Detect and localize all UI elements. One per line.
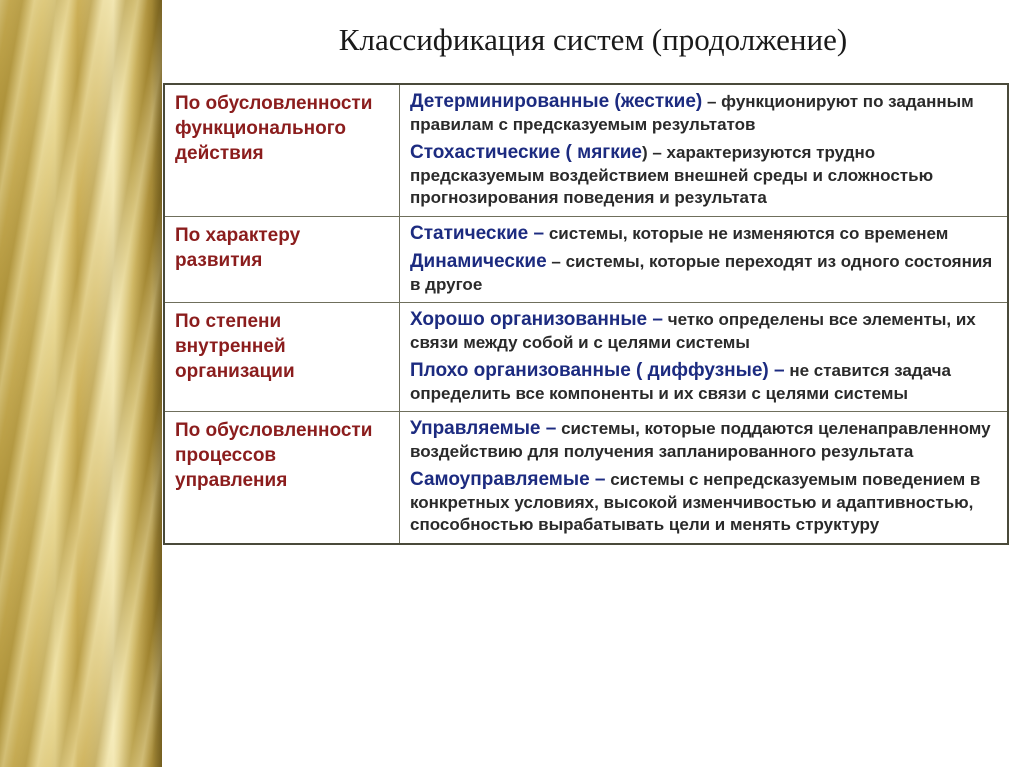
system-type-term: Плохо организованные ( диффузные) – [410, 360, 785, 381]
criterion-cell: По степени внутренней организации [164, 303, 400, 412]
list-item [410, 251, 997, 296]
table-row [164, 84, 1008, 216]
system-type-term: Стохастические ( мягкие [410, 142, 642, 163]
system-type-description: ) – характеризуются трудно предсказуемым воздействием внешней среды и сложностью прогнозирования поведения и результата [410, 143, 934, 207]
description-cell [400, 84, 1009, 216]
list-item [410, 309, 997, 354]
criterion-cell: По характеру развития [164, 216, 400, 303]
system-type-description: – системы, которые переходят из одного состояния в другое [410, 252, 993, 294]
classification-table [163, 83, 1009, 545]
list-item [410, 142, 997, 210]
list-item [410, 91, 997, 136]
system-type-term: Управляемые – [410, 418, 557, 439]
system-type-description: не ставится задача определить все компоненты и их связи с целями системы [410, 361, 951, 403]
criterion-cell: По обусловленности функционального действия [164, 84, 400, 216]
system-type-term: Самоуправляемые – [410, 469, 606, 490]
system-type-description: системы с непредсказуемым поведением в конкретных условиях, высокой изменчивостью и адаптивностью, способностью вырабатывать цели и менять структуру [410, 470, 981, 534]
system-type-description: – функционируют по заданным правилам с предсказуемым результатов [410, 92, 974, 134]
decorative-gold-curtain [0, 0, 162, 767]
list-item [410, 223, 997, 246]
description-cell [400, 303, 1009, 412]
system-type-term: Статические – [410, 222, 545, 244]
table-row [164, 303, 1008, 412]
list-item [410, 418, 997, 463]
table-row [164, 216, 1008, 303]
slide-title: Классификация систем (продолжение) [338, 22, 848, 57]
system-type-description: системы, которые не изменяются со временем [544, 223, 949, 243]
description-cell [400, 216, 1009, 303]
table-row [164, 412, 1008, 544]
system-type-description: четко определены все элементы, их связи между собой и с целями системы [410, 310, 976, 352]
system-type-term: Детерминированные (жесткие) [410, 91, 703, 112]
list-item [410, 469, 997, 537]
list-item [410, 360, 997, 405]
criterion-cell: По обусловленности процессов управления [164, 412, 400, 544]
system-type-description: системы, которые поддаются целенаправленному воздействию для получения запланированного результата [410, 419, 991, 461]
system-type-term: Динамические [410, 251, 547, 272]
system-type-term: Хорошо организованные – [410, 309, 663, 330]
description-cell [400, 412, 1009, 544]
